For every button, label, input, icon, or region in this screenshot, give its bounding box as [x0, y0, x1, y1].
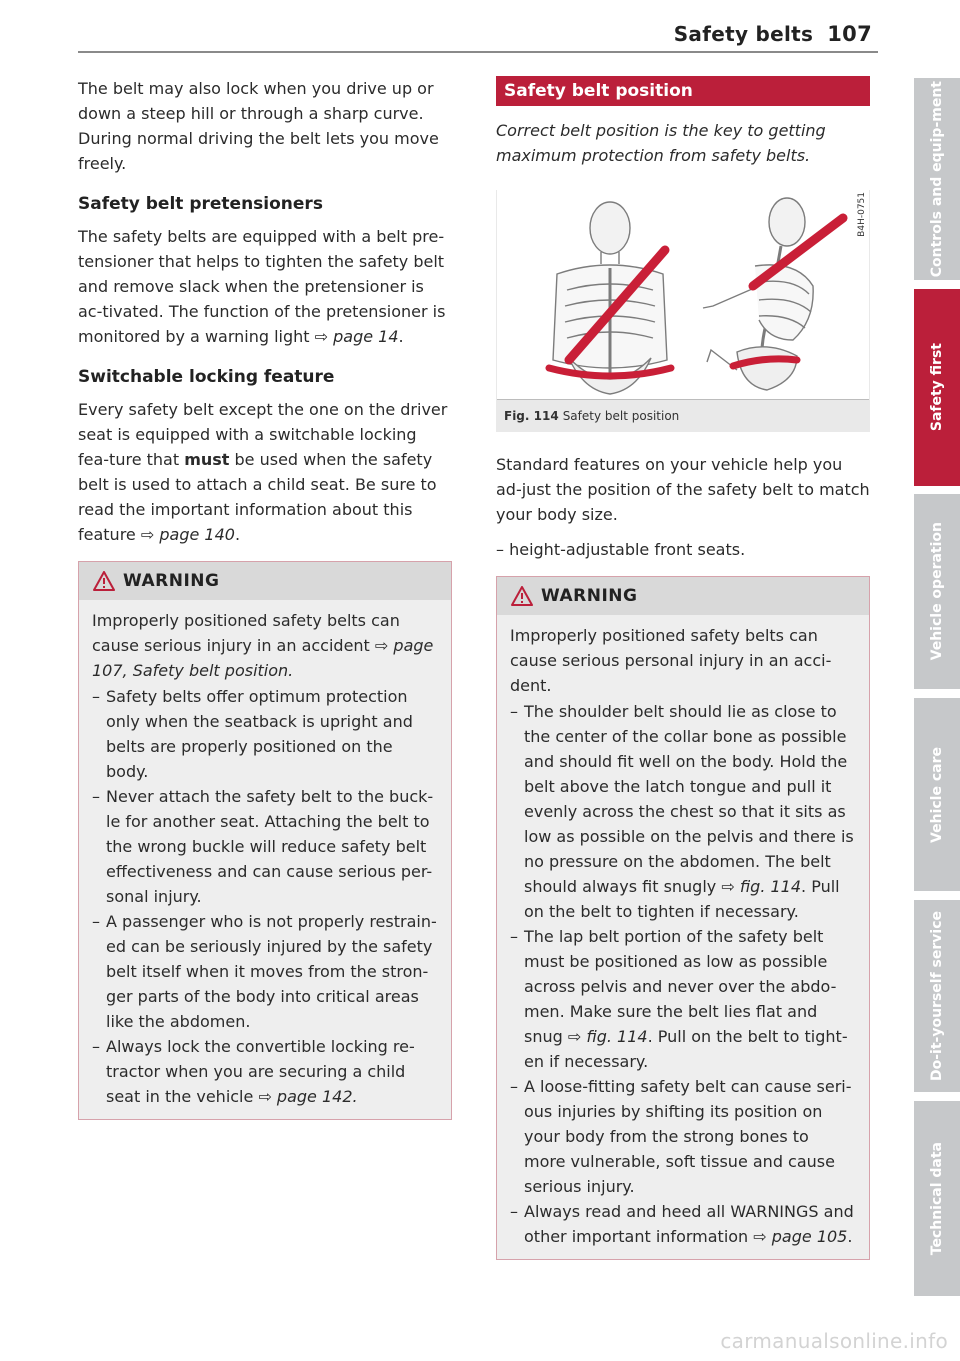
warning-item	[510, 1074, 855, 1199]
warning-item-tail: . Pull on the belt to tight-en if necessary.	[524, 1027, 848, 1071]
warning-item-text: The lap belt portion of the safety belt must be positioned as low as possible across pelvis and never over the abdo-men. Make sure the belt lies flat and snug	[524, 927, 837, 1046]
belt-lock-paragraph: The belt may also lock when you drive up or down a steep hill or through a sharp curve. During normal driving the belt lets you move freely.	[78, 79, 439, 173]
warning-item-text: A passenger who is not properly restrain-ed can be seriously injured by the safety belt itself when it moves from the stron-ger parts of the body into critical areas like the abdomen.	[106, 912, 437, 1031]
warning-item	[92, 684, 437, 784]
pretensioners-paragraph	[78, 224, 452, 349]
warning-title: WARNING	[541, 586, 638, 606]
chapter-tab-label: Controls and equip-ment	[929, 80, 945, 278]
fig-114-link[interactable]: ⇨ fig. 114	[567, 1027, 648, 1046]
chapter-tab-do-it-yourself[interactable]	[914, 900, 960, 1092]
warning-triangle-icon	[511, 586, 533, 606]
header-rule	[78, 51, 878, 53]
chapter-tab-label: Vehicle care	[929, 746, 945, 843]
locking-text-b: be used when the safety belt is used to attach a child seat. Be sure to read the important information about this feature	[78, 450, 437, 544]
section-intro: Correct belt position is the key to getting maximum protection from safety belts.	[496, 121, 826, 165]
chapter-tab-label: Safety first	[929, 343, 945, 432]
warning-item-text: Safety belts offer optimum protection only when the seatback is upright and belts are properly positioned on the body.	[106, 687, 413, 781]
warning-item-text: Always read and heed all WARNINGS and other important information	[524, 1202, 854, 1246]
chapter-tab-label: Technical data	[929, 1141, 945, 1256]
warning-item-tail: . Pull on the belt to tighten if necessary.	[524, 877, 840, 921]
page-number: 107	[827, 22, 872, 46]
page-14-link[interactable]: ⇨ page 14	[314, 327, 399, 346]
warning-lead: Improperly positioned safety belts can cause serious personal injury in an acci-dent.	[510, 626, 832, 695]
figure-illustration	[497, 190, 869, 400]
standard-features-paragraph: Standard features on your vehicle help you ad-just the position of the safety belt to match your body size.	[496, 455, 870, 524]
pretensioners-text: The safety belts are equipped with a belt pre-tensioner that helps to tighten the safety belt and remove slack when the pretensioner is ac-tivated. The function of the pretensioner is monitored by a warning light	[78, 227, 446, 346]
warning-item	[92, 784, 437, 909]
warning-box-right	[496, 576, 870, 1260]
safety-belt-illustration	[497, 190, 869, 400]
warning-item	[92, 1034, 437, 1109]
locking-heading: Switchable locking feature	[78, 367, 335, 387]
chapter-tab-technical-data[interactable]	[914, 1101, 960, 1296]
height-adjustable-item: – height-adjustable front seats.	[496, 540, 746, 559]
warning-body	[79, 600, 451, 1119]
front-skeleton	[553, 202, 667, 394]
chapter-tab-controls[interactable]	[914, 78, 960, 280]
pretensioners-end: .	[398, 327, 404, 346]
locking-text-a: Every safety belt except the one on the driver seat is equipped with a switchable locking fea-ture that	[78, 400, 448, 469]
page-105-link[interactable]: ⇨ page 105	[753, 1227, 848, 1246]
warning-item-text: The shoulder belt should lie as close to the center of the collar bone as possible and should fit well on the body. Hold the belt above the latch tongue and pull it evenly across the chest so that it sits as low as possible on the pelvis and there is no pressure on the abdomen. The belt should always fit snugly	[524, 702, 854, 896]
warning-list	[510, 699, 855, 1249]
chapter-tab-safety-first[interactable]	[914, 289, 960, 486]
warning-item	[92, 909, 437, 1034]
figure-caption-label: Fig. 114	[504, 409, 559, 423]
warning-lead	[92, 608, 437, 683]
warning-title: WARNING	[123, 571, 220, 591]
figure-code: B4H-0751	[857, 192, 867, 237]
warning-item-tail: .	[847, 1227, 853, 1246]
figure-caption-text: Safety belt position	[562, 409, 680, 423]
locking-strong: must	[184, 450, 230, 469]
chapter-tab-label: Do-it-yourself service	[929, 910, 945, 1081]
right-column	[496, 76, 870, 1260]
running-header	[674, 22, 872, 46]
warning-box-left	[78, 561, 452, 1120]
warning-title-bar	[497, 577, 869, 615]
figure-caption	[496, 400, 870, 432]
warning-triangle-icon	[93, 571, 115, 591]
warning-list	[92, 684, 437, 1109]
warning-lead-text: Improperly positioned safety belts can cause serious injury in an accident	[92, 611, 400, 655]
pretensioners-heading: Safety belt pretensioners	[78, 194, 323, 214]
locking-paragraph	[78, 397, 452, 547]
page-140-link[interactable]: ⇨ page 140	[140, 525, 235, 544]
warning-item	[510, 924, 855, 1074]
warning-item-text: Always lock the convertible locking re-tractor when you are securing a child seat in the vehicle	[106, 1037, 415, 1106]
watermark: carmanualsonline.info	[720, 1329, 948, 1353]
figure-114	[496, 190, 870, 432]
section-title-bar: Safety belt position	[496, 76, 870, 106]
locking-end: .	[234, 525, 241, 544]
header-section-title: Safety belts	[673, 22, 814, 46]
chapter-tab-label: Vehicle operation	[929, 522, 945, 661]
warning-item	[510, 699, 855, 924]
page-107-link[interactable]: ⇨ page 107, Safety belt position.	[92, 636, 434, 680]
warning-body	[497, 615, 869, 1259]
left-column	[78, 76, 452, 1120]
chapter-tab-vehicle-care[interactable]	[914, 698, 960, 891]
warning-item-text: A loose-fitting safety belt can cause seri-ous injuries by shifting its position on your body from the strong bones to more vulnerable, soft tissue and cause serious injury.	[524, 1077, 852, 1196]
chapter-tab-vehicle-operation[interactable]	[914, 494, 960, 689]
warning-item	[510, 1199, 855, 1249]
page-142-link[interactable]: ⇨ page 142.	[258, 1087, 358, 1106]
fig-114-link[interactable]: ⇨ fig. 114	[721, 877, 802, 896]
warning-item-text: Never attach the safety belt to the buck-le for another seat. Attaching the belt to the wrong buckle will reduce safety belt effectiveness and can cause serious per-sonal injury.	[106, 787, 434, 906]
warning-title-bar	[79, 562, 451, 600]
